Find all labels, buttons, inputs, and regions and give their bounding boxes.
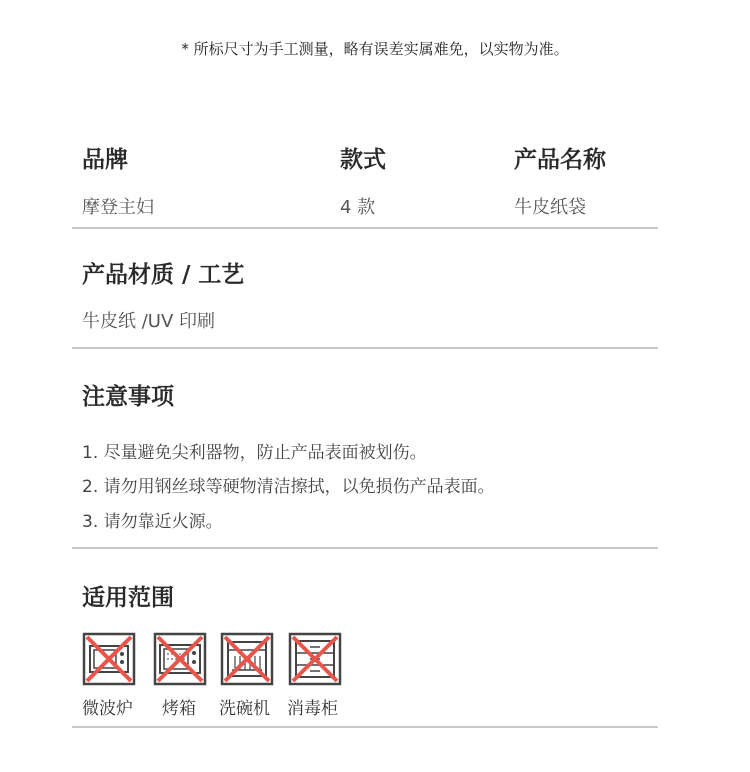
style-label: 款式 <box>340 147 386 173</box>
material-label: 产品材质 / 工艺 <box>82 262 245 288</box>
oven-label: 烤箱 <box>162 699 196 719</box>
dishwasher-icon <box>220 632 274 686</box>
usage-title: 适用范围 <box>82 585 174 611</box>
sterilizer-cabinet-label: 消毒柜 <box>287 699 338 719</box>
microwave-label: 微波炉 <box>82 699 133 719</box>
divider <box>72 726 658 728</box>
notes-title: 注意事项 <box>82 384 174 410</box>
notes-item: 2. 请勿用钢丝球等硬物清洁擦拭，以免损伤产品表面。 <box>82 477 495 497</box>
sterilizer-cabinet-icon <box>288 632 342 686</box>
product-name-value: 牛皮纸袋 <box>514 197 586 218</box>
brand-label: 品牌 <box>82 147 128 173</box>
brand-value: 摩登主妇 <box>82 197 154 218</box>
measurement-note: * 所标尺寸为手工测量，略有误差实属难免，以实物为准。 <box>181 40 569 58</box>
notes-item: 1. 尽量避免尖利器物，防止产品表面被划伤。 <box>82 443 427 463</box>
product-name-label: 产品名称 <box>514 147 606 173</box>
divider <box>72 547 658 549</box>
divider <box>72 347 658 349</box>
microwave-icon <box>82 632 136 686</box>
style-value: 4 款 <box>340 197 376 218</box>
dishwasher-label: 洗碗机 <box>219 699 270 719</box>
oven-icon <box>153 632 207 686</box>
notes-item: 3. 请勿靠近火源。 <box>82 512 223 532</box>
material-value: 牛皮纸 /UV 印刷 <box>82 311 215 332</box>
divider <box>72 227 658 229</box>
